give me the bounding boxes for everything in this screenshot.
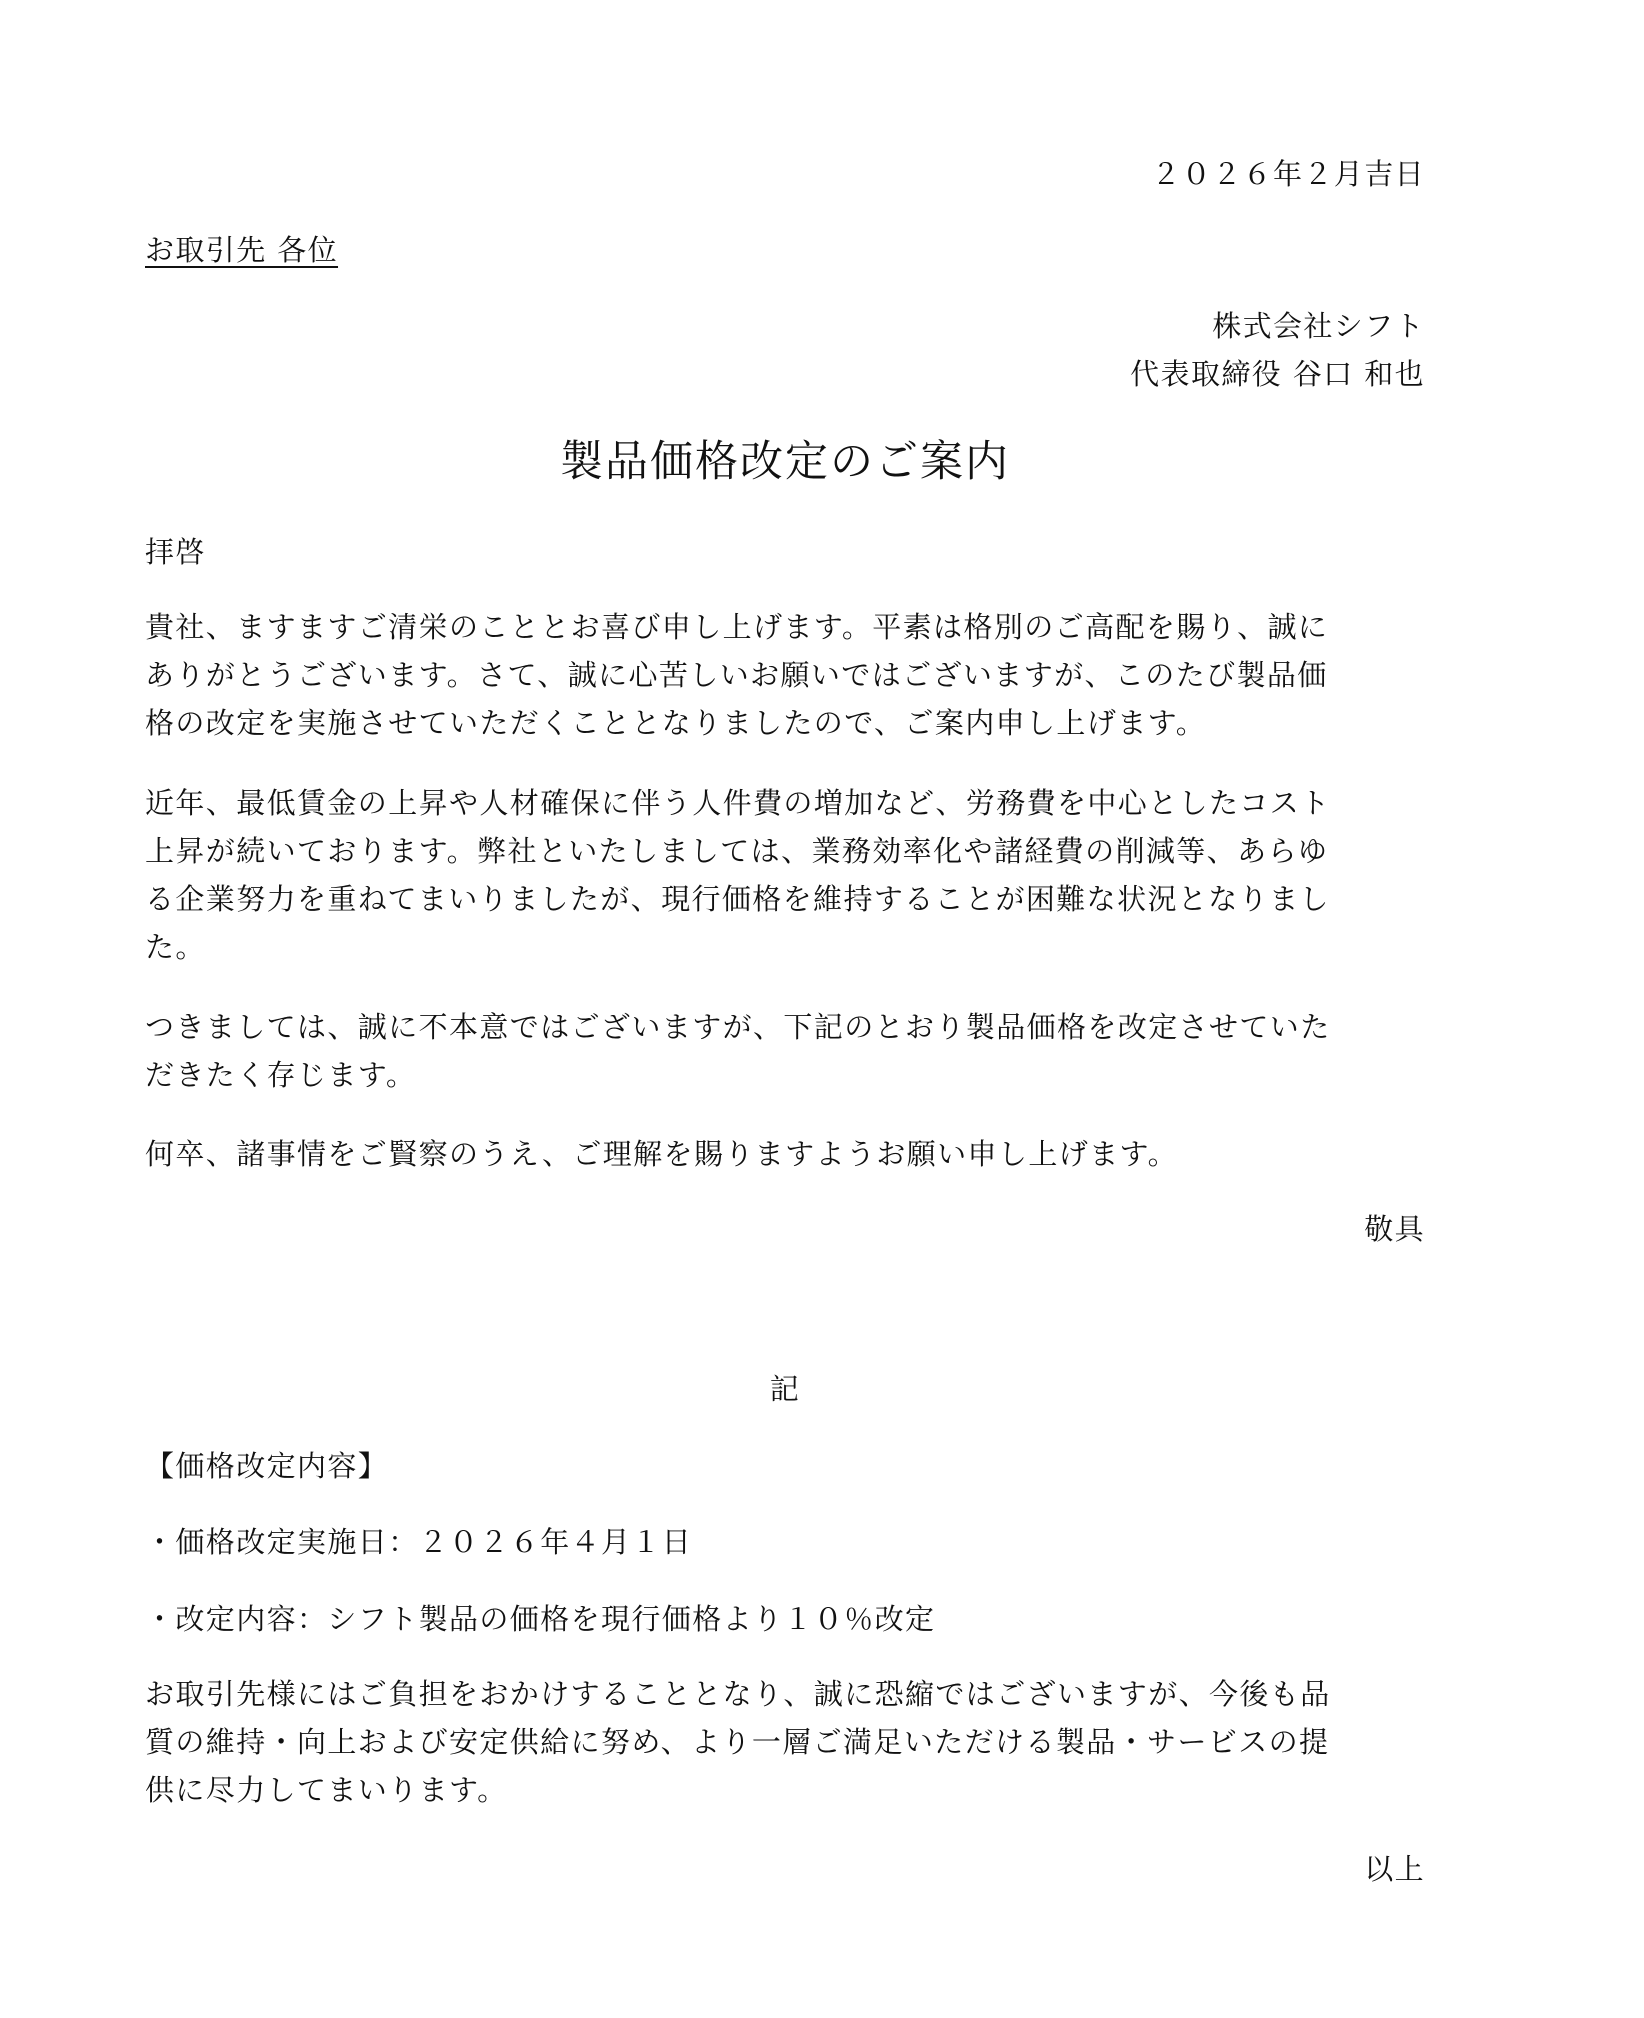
paragraph-line: 何卒、諸事情をご賢察のうえ、ご理解を賜りますようお願い申し上げます。 [145,1137,1179,1171]
paragraph-line: 格の改定を実施させていただくこととなりましたので、ご案内申し上げます。 [145,706,1207,740]
salutation: 拝啓 [145,535,206,569]
end-mark: 以上 [1364,1852,1425,1886]
details-heading: 【価格改定内容】 [145,1449,389,1483]
paragraph-commitment [145,1670,1425,1814]
paragraph-line: る企業努力を重ねてまいりましたが、現行価格を維持することが困難な状況となりまし [145,882,1330,916]
paragraph-line: お取引先様にはご負担をおかけすることとなり、誠に恐縮ではございますが、今後も品 [145,1677,1331,1711]
detail-item-content: ・改定内容：シフト製品の価格を現行価格より１０％改定 [145,1602,936,1636]
paragraph-line: 上昇が続いております。弊社といたしましては、業務効率化や諸経費の削減等、あらゆ [145,834,1329,868]
sender-company: 株式会社シフト [1212,309,1425,343]
paragraph-line: だきたく存じます。 [145,1058,417,1092]
paragraph-request [145,1003,1425,1099]
letter-date: ２０２６年２月吉日 [1151,157,1425,191]
paragraph-line: ありがとうございます。さて、誠に心苦しいお願いではございますが、このたび製品価 [145,658,1328,692]
detail-item-date: ・価格改定実施日：２０２６年４月１日 [145,1525,693,1559]
paragraph-line: 貴社、ますますご清栄のこととお喜び申し上げます。平素は格別のご高配を賜り、誠に [145,610,1329,644]
paragraph-reason [145,779,1425,971]
page-title: 製品価格改定のご案内 [560,437,1010,487]
paragraph-line: 質の維持・向上および安定供給に努め、より一層ご満足いただける製品・サービスの提 [145,1725,1330,1759]
paragraph-appeal [145,1130,1425,1178]
paragraph-line: た。 [145,930,206,964]
closing-keigu: 敬具 [1364,1212,1425,1246]
paragraph-greeting [145,603,1425,747]
paragraph-line: 近年、最低賃金の上昇や人材確保に伴う人件費の増加など、労務費を中心としたコスト [145,786,1331,820]
sender-block [145,302,1425,398]
recipient [145,226,1425,274]
paragraph-line: 供に尽力してまいります。 [145,1773,508,1807]
recipient-label: お取引先 各位 [145,233,339,267]
note-heading: 記 [769,1372,801,1406]
paragraph-line: つきましては、誠に不本意ではございますが、下記のとおり製品価格を改定させていた [145,1010,1331,1044]
sender-representative: 代表取締役 谷口 和也 [1130,357,1425,391]
